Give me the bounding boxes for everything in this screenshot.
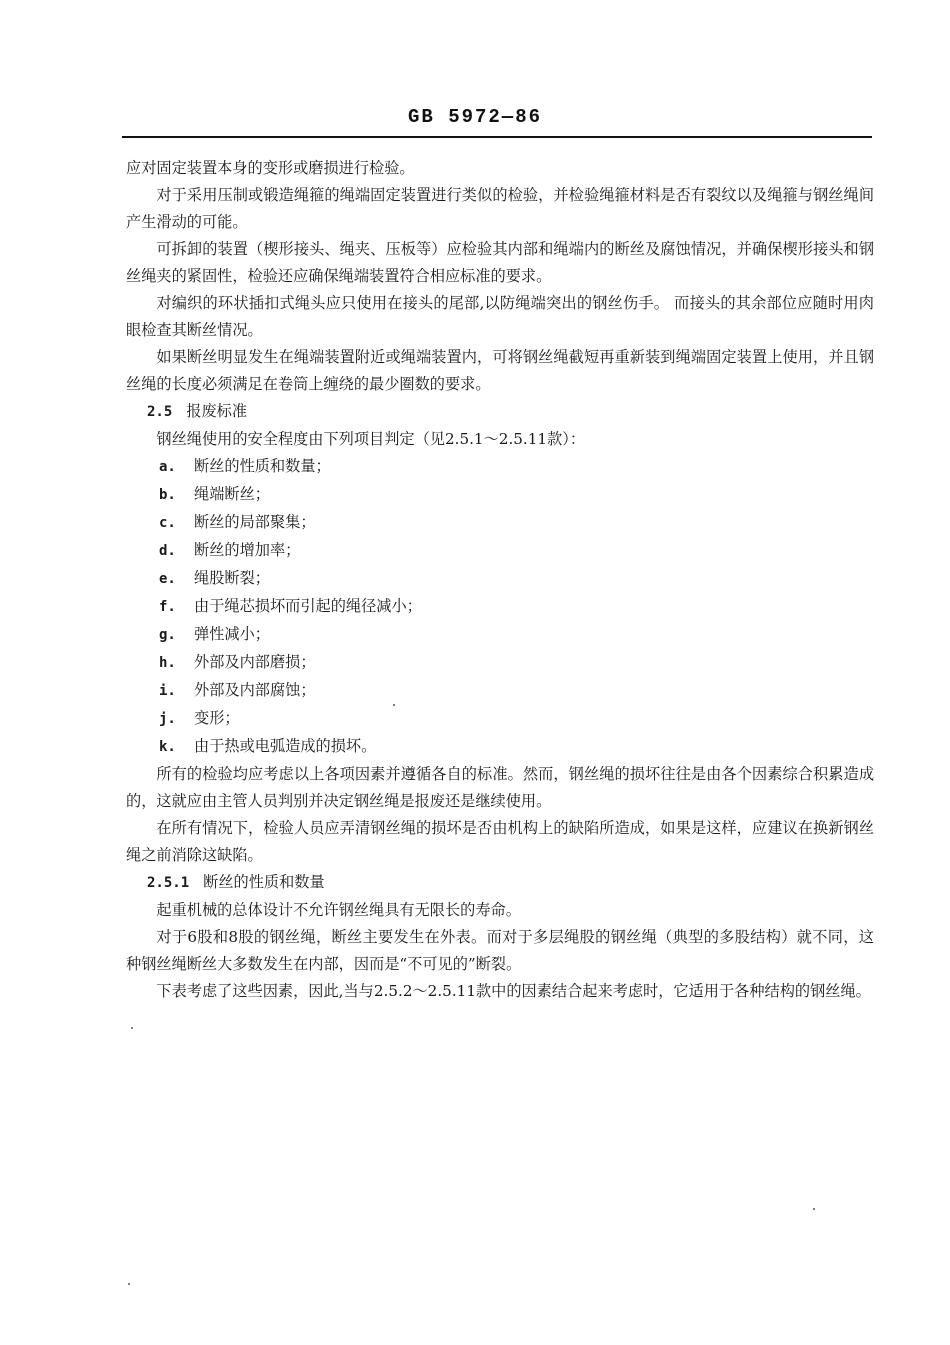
list-item-letter: e. bbox=[159, 571, 176, 587]
scan-speck bbox=[813, 1208, 815, 1210]
list-item bbox=[126, 621, 874, 649]
list-item-letter: g. bbox=[159, 627, 176, 643]
list-item-letter: a. bbox=[159, 459, 176, 475]
list-item-text: 绳端断丝； bbox=[194, 485, 270, 503]
list-item bbox=[126, 593, 874, 621]
scan-speck bbox=[128, 1283, 130, 1285]
section-heading-2-5 bbox=[126, 398, 874, 426]
list-item-text: 由于热或电弧造成的损坏。 bbox=[194, 737, 377, 755]
section-number: 2.5 bbox=[147, 404, 173, 420]
section-title: 断丝的性质和数量 bbox=[203, 873, 325, 891]
scan-speck bbox=[131, 1027, 133, 1029]
paragraph: 对于采用压制或锻造绳箍的绳端固定装置进行类似的检验，并检验绳箍材料是否有裂纹以及绳箍与钢丝绳间产生滑动的可能。 bbox=[126, 186, 874, 231]
list-item-letter: f. bbox=[159, 599, 176, 615]
list-item-letter: i. bbox=[159, 683, 176, 699]
list-item-text: 由于绳芯损坏而引起的绳径减小； bbox=[194, 597, 422, 615]
list-item bbox=[126, 565, 874, 593]
paragraph: 起重机械的总体设计不允许钢丝绳具有无限长的寿命。 bbox=[156, 901, 521, 919]
criteria-list bbox=[126, 453, 874, 761]
list-item-letter: k. bbox=[159, 739, 176, 755]
paragraph: 对于6股和8股的钢丝绳，断丝主要发生在外表。而对于多层绳股的钢丝绳（典型的多股结构）就不同，这种钢丝绳断丝大多数发生在内部，因而是“不可见的”断裂。 bbox=[126, 928, 874, 973]
list-item bbox=[126, 453, 874, 481]
section-number: 2.5.1 bbox=[147, 875, 190, 891]
section-heading-2-5-1 bbox=[126, 869, 874, 897]
list-item bbox=[126, 705, 874, 733]
list-item-text: 断丝的局部聚集； bbox=[194, 513, 316, 531]
paragraph: 如果断丝明显发生在绳端装置附近或绳端装置内，可将钢丝绳截短再重新装到绳端固定装置上使用，并且钢丝绳的长度必须满足在卷筒上缠绕的最少圈数的要求。 bbox=[126, 348, 874, 393]
list-item bbox=[126, 649, 874, 677]
list-item bbox=[126, 537, 874, 565]
list-item-text: 变形； bbox=[194, 709, 240, 727]
list-item-letter: j. bbox=[159, 711, 176, 727]
list-item bbox=[126, 481, 874, 509]
list-item-letter: c. bbox=[159, 515, 176, 531]
paragraph: 在所有情况下，检验人员应弄清钢丝绳的损坏是否由机构上的缺陷所造成，如果是这样，应建议在换新钢丝绳之前消除这缺陷。 bbox=[126, 819, 874, 864]
paragraph: 可拆卸的装置（楔形接头、绳夹、压板等）应检验其内部和绳端内的断丝及腐蚀情况，并确保楔形接头和钢丝绳夹的紧固性，检验还应确保绳端装置符合相应标准的要求。 bbox=[126, 240, 874, 285]
list-item-text: 外部及内部腐蚀； bbox=[194, 681, 316, 699]
list-item-letter: b. bbox=[159, 487, 176, 503]
section-title: 报废标准 bbox=[186, 402, 248, 420]
document-body bbox=[126, 155, 874, 1005]
header-rule bbox=[122, 136, 872, 138]
list-item-text: 断丝的性质和数量； bbox=[194, 457, 331, 475]
paragraph: 对编织的环状插扣式绳头应只使用在接头的尾部,以防绳端突出的钢丝伤手。 而接头的其余部位应随时用肉眼检查其断丝情况。 bbox=[126, 294, 874, 339]
standard-code-header: GB 5972—86 bbox=[407, 106, 543, 128]
paragraph: 所有的检验均应考虑以上各项因素并遵循各自的标准。然而，钢丝绳的损坏往往是由各个因素综合积累造成的，这就应由主管人员判别并决定钢丝绳是报废还是继续使用。 bbox=[126, 765, 874, 810]
list-item-letter: d. bbox=[159, 543, 176, 559]
list-item-text: 断丝的增加率； bbox=[194, 541, 301, 559]
paragraph: 应对固定装置本身的变形或磨损进行检验。 bbox=[126, 159, 415, 177]
list-item-letter: h. bbox=[159, 655, 176, 671]
list-item-text: 弹性减小； bbox=[194, 625, 270, 643]
paragraph: 钢丝绳使用的安全程度由下列项目判定（见2.5.1～2.5.11款）： bbox=[156, 430, 586, 448]
list-item bbox=[126, 733, 874, 761]
list-item bbox=[126, 509, 874, 537]
paragraph: 下表考虑了这些因素，因此,当与2.5.2～2.5.11款中的因素结合起来考虑时，它适用于各种结构的钢丝绳。 bbox=[156, 982, 871, 1000]
scan-speck bbox=[393, 704, 395, 706]
list-item bbox=[126, 677, 874, 705]
list-item-text: 外部及内部磨损； bbox=[194, 653, 316, 671]
list-item-text: 绳股断裂； bbox=[194, 569, 270, 587]
